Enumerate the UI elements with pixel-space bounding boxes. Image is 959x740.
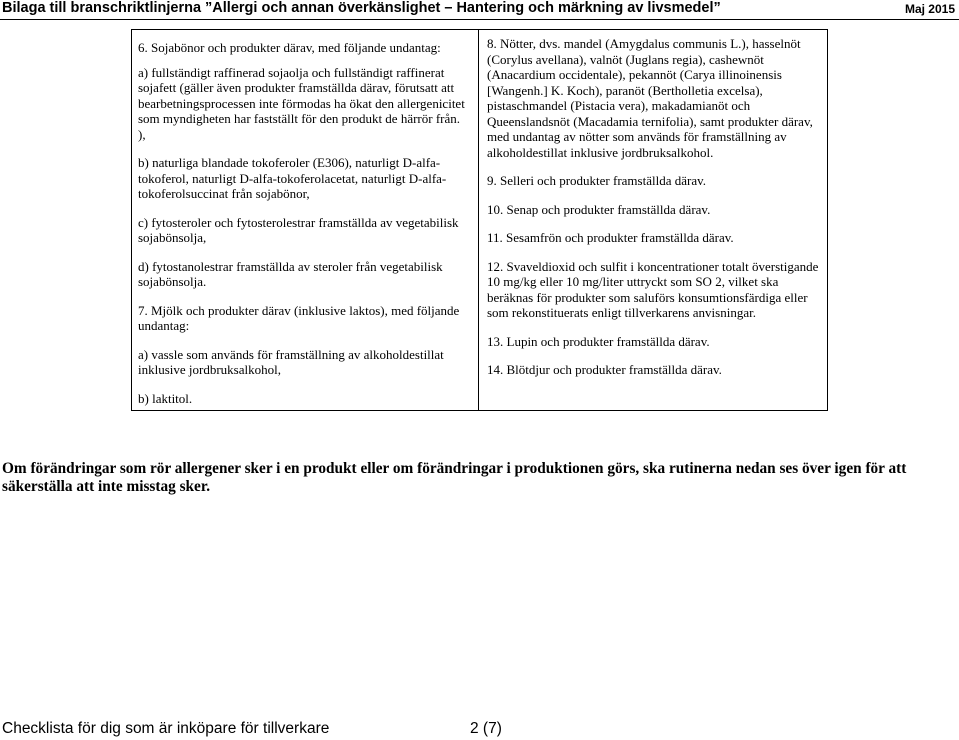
document-title: Bilaga till branschriktlinjerna ”Allergi och annan överkänslighet – Hantering och märkning av livsmedel” (2, 0, 721, 16)
page-number: 2 (7) (470, 720, 502, 737)
allergen-item-9: 9. Selleri och produkter framställda därav. (487, 173, 706, 188)
allergen-item-12: 12. Svaveldioxid och sulfit i koncentrationer totalt överstigande 10 mg/kg eller 10 mg/liter uttryckt som SO 2, vilket ska beräknas för produkter som saluförs konsumtionsfärdiga eller som rekonstituerats enligt tillverkarens anvisningar. (487, 258, 819, 320)
exception-7b: b) laktitol. (138, 390, 193, 406)
document-date: Maj 2015 (904, 2, 955, 16)
allergen-item-7: 7. Mjölk och produkter därav (inklusive laktos), med följande undantag: (138, 302, 460, 333)
allergen-item-6: 6. Sojabönor och produkter därav, med följande undantag: (138, 40, 441, 55)
exception-6b: b) naturliga blandade tokoferoler (E306), naturligt D-alfa-tokoferol, naturligt D-alfa-tokoferolacetat, naturligt D-alfa-tokoferolsuccinat från sojabönor, (138, 155, 447, 201)
allergen-item-14: 14. Blötdjur och produkter framställda därav. (487, 362, 722, 377)
page-header (0, 0, 959, 20)
exception-6c: c) fytosteroler och fytosterolestrar framställda av vegetabilisk sojabönsolja, (138, 214, 459, 245)
allergen-item-11: 11. Sesamfrön och produkter framställda därav. (487, 230, 734, 245)
allergen-item-8: 8. Nötter, dvs. mandel (Amygdalus communis L.), hasselnöt (Corylus avellana), valnöt (Juglans regia), cashewnöt (Anacardium occidentale), pekannöt (Carya illinoinensis [Wangenh.] K. Koch), paranöt (Bertholletia excelsa), pistaschmandel (Pistacia vera), makadamianöt och Queenslandsnöt (Macadamia ternifolia), samt produkter därav, med undantag av nötter som används för framställning av alkoholdestillat inklusive jordbruksalkohol. (487, 36, 813, 160)
change-notice: Om förändringar som rör allergener sker i en produkt eller om förändringar i produktionen görs, ska rutinerna nedan ses över igen för att säkerställa att inte misstag sker. (2, 460, 907, 495)
allergen-item-13: 13. Lupin och produkter framställda därav. (487, 333, 710, 349)
right-column (487, 36, 824, 378)
allergen-item-10: 10. Senap och produkter framställda därav. (487, 201, 711, 217)
exception-6a: a) fullständigt raffinerad sojaolja och fullständigt raffinerat sojafett (gäller även produkter framställda därav, förutsatt att bearbetningsprocessen inte förmodas ha ökat den allergenicitet som myndigheten har fastställt för den produkt de härrör från. ), (138, 64, 465, 142)
exception-6d: d) fytostanolestrar framställda av steroler från vegetabilisk sojabönsolja. (138, 258, 443, 289)
exception-7a: a) vassle som används för framställning av alkoholdestillat inklusive jordbruksalkohol, (138, 346, 444, 377)
left-column (138, 40, 470, 406)
footer-title: Checklista för dig som är inköpare för tillverkare (2, 720, 330, 737)
column-divider (478, 29, 479, 411)
